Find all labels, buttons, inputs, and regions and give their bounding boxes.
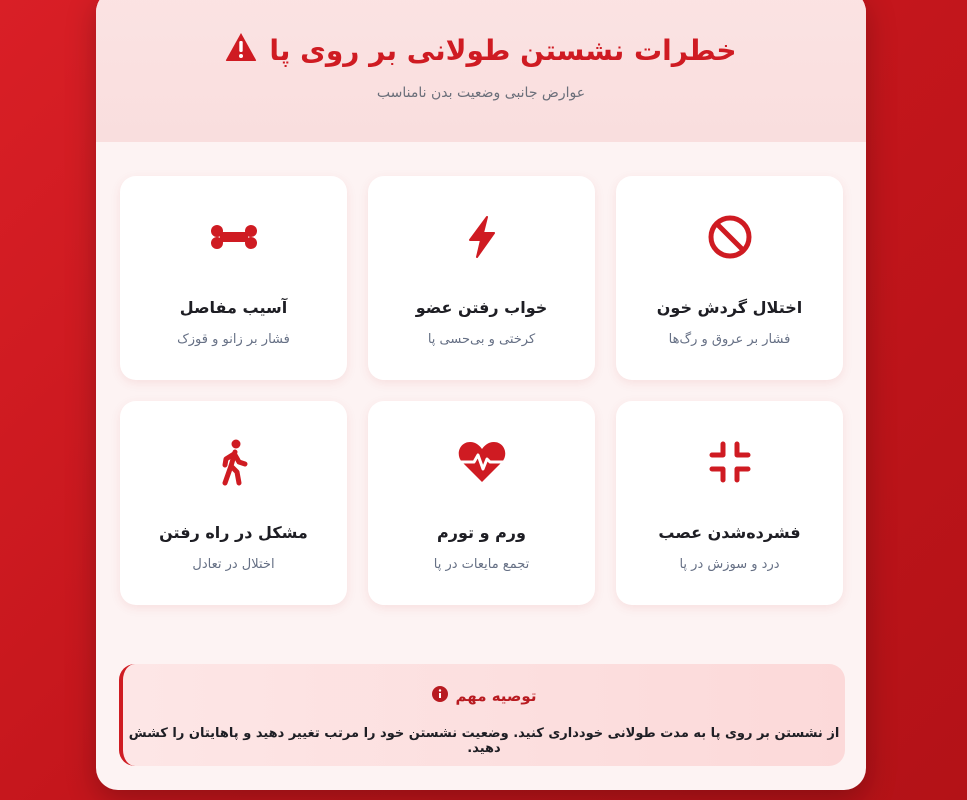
compress-icon bbox=[616, 437, 843, 487]
risk-card-nerve bbox=[616, 401, 843, 605]
tip-title: توصیه مهم bbox=[455, 687, 537, 705]
risk-desc: تجمع مایعات در پا bbox=[433, 557, 530, 572]
title-text: خطرات نشستن طولانی بر روی پا bbox=[269, 34, 737, 67]
header bbox=[96, 0, 866, 142]
tip-heading bbox=[123, 686, 845, 706]
risks-grid bbox=[119, 176, 843, 605]
lightning-icon bbox=[368, 212, 595, 262]
risk-card-joints bbox=[120, 176, 347, 380]
warning-triangle-icon bbox=[225, 32, 257, 69]
risk-desc: فشار بر عروق و رگ‌ها bbox=[668, 332, 791, 347]
risk-card-circulation bbox=[616, 176, 843, 380]
heart-pulse-icon bbox=[368, 437, 595, 487]
risk-card-numbness bbox=[368, 176, 595, 380]
main-card bbox=[96, 0, 866, 790]
ban-icon bbox=[616, 212, 843, 262]
risk-card-walking bbox=[120, 401, 347, 605]
risk-desc: اختلال در تعادل bbox=[192, 557, 275, 572]
walking-person-icon bbox=[120, 437, 347, 487]
page-title bbox=[96, 0, 866, 69]
risk-desc: فشار بر زانو و قوزک bbox=[177, 332, 290, 347]
risk-title: آسیب مفاصل bbox=[179, 298, 288, 317]
risk-card-swelling bbox=[368, 401, 595, 605]
tip-body: از نشستن بر روی پا به مدت طولانی خودداری کنید. وضعیت نشستن خود را مرتب تغییر دهید و پاهایتان را کشش دهید. bbox=[128, 726, 840, 756]
risk-title: اختلال گردش خون bbox=[656, 298, 803, 317]
risk-title: خواب رفتن عضو bbox=[415, 298, 548, 317]
risk-title: مشکل در راه رفتن bbox=[159, 523, 308, 542]
bone-icon bbox=[120, 212, 347, 262]
risk-desc: کرختی و بی‌حسی پا bbox=[427, 332, 536, 347]
risk-title: ورم و تورم bbox=[437, 523, 526, 542]
risk-desc: درد و سوزش در پا bbox=[679, 557, 780, 572]
risk-title: فشرده‌شدن عصب bbox=[658, 523, 801, 542]
important-tip bbox=[119, 664, 845, 766]
info-icon bbox=[432, 686, 448, 706]
subtitle: عوارض جانبی وضعیت بدن نامناسب bbox=[376, 85, 586, 101]
